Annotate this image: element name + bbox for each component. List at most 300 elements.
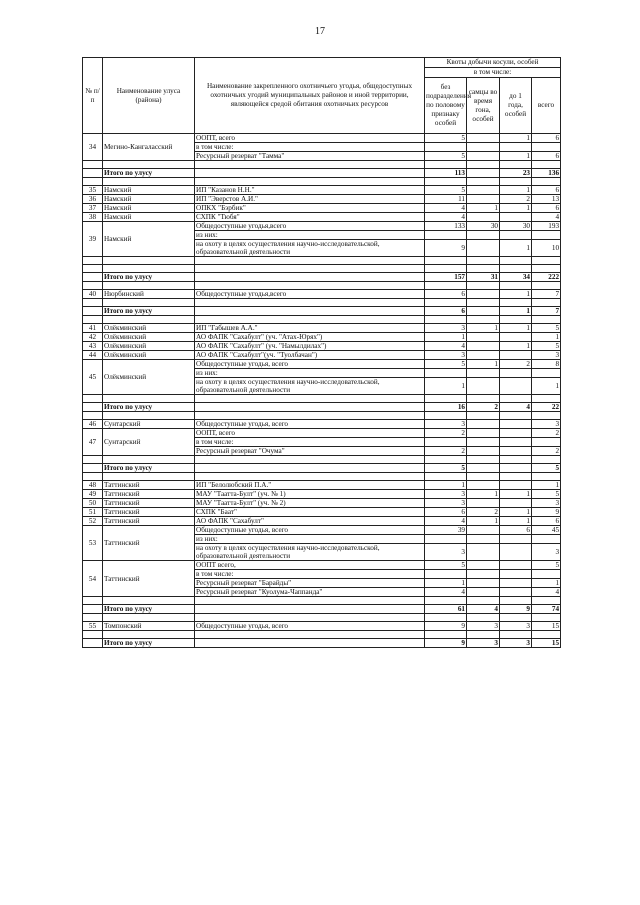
table-cell: 39: [425, 526, 467, 535]
table-cell: 41: [83, 324, 103, 333]
table-cell: 4: [500, 403, 532, 412]
table-row: [83, 517, 561, 526]
table-cell: МАУ "Таатта-Булт" (уч. № 1): [195, 490, 425, 499]
table-row: [83, 420, 561, 429]
table-cell: [500, 378, 532, 395]
table-cell: СХПК "Баат": [195, 508, 425, 517]
table-cell: 3: [532, 351, 561, 360]
table-cell: [103, 597, 195, 605]
table-cell: [500, 570, 532, 579]
table-cell: [195, 473, 425, 481]
table-cell: [103, 395, 195, 403]
table-cell: [467, 290, 500, 299]
table-cell: 6: [500, 526, 532, 535]
table-cell: 2: [532, 429, 561, 438]
table-cell: [500, 299, 532, 307]
table-cell: 16: [425, 403, 467, 412]
table-cell: 5: [532, 464, 561, 473]
total-row: [83, 273, 561, 282]
table-cell: [195, 169, 425, 178]
header-ground: Наименование закрепленного охотничьего угодья, общедоступных охотничьих угодий муниципальных районов и иной территории, являющейся средой обитания охотничьих ресурсов: [195, 58, 425, 134]
table-cell: [425, 257, 467, 265]
table-cell: ИП "Казанов Н.Н.": [195, 186, 425, 195]
table-cell: [103, 299, 195, 307]
table-cell: Общедоступные угодья, всего: [195, 420, 425, 429]
table-cell: [532, 316, 561, 324]
table-cell: [532, 178, 561, 186]
table-cell: 1: [467, 204, 500, 213]
table-cell: [425, 231, 467, 240]
table-cell: на охоту в целях осуществления научно-исследовательской, образовательной деятельности: [195, 544, 425, 561]
table-cell: 1: [500, 307, 532, 316]
table-cell: 15: [532, 622, 561, 631]
table-cell: [500, 597, 532, 605]
table-cell: 6: [425, 307, 467, 316]
table-cell: [467, 614, 500, 622]
table-cell: 1: [500, 186, 532, 195]
table-cell: [195, 316, 425, 324]
table-cell: [532, 265, 561, 273]
table-cell: Намский: [103, 213, 195, 222]
table-cell: Таттинский: [103, 481, 195, 490]
table-cell: [500, 282, 532, 290]
table-cell: [467, 282, 500, 290]
table-cell: [425, 299, 467, 307]
table-cell: [83, 597, 103, 605]
table-cell: [425, 282, 467, 290]
table-cell: 1: [425, 579, 467, 588]
table-cell: 4: [467, 605, 500, 614]
table-cell: [532, 438, 561, 447]
table-cell: 222: [532, 273, 561, 282]
table-cell: [532, 597, 561, 605]
table-row: [83, 481, 561, 490]
header-quota: Квоты добычи косули, особей: [425, 58, 561, 68]
table-cell: ИП "Белолюбский П.А.": [195, 481, 425, 490]
table-cell: [195, 412, 425, 420]
table-cell: 3: [532, 499, 561, 508]
table-cell: Общедоступные угодья, всего: [195, 526, 425, 535]
table-cell: 8: [532, 360, 561, 369]
table-cell: Итого по улусу: [103, 307, 195, 316]
table-cell: на охоту в целях осуществления научно-исследовательской, образовательной деятельности: [195, 240, 425, 257]
table-cell: [103, 316, 195, 324]
table-cell: Олёкминский: [103, 351, 195, 360]
table-cell: Олёкминский: [103, 360, 195, 395]
table-cell: Итого по улусу: [103, 273, 195, 282]
table-cell: 3: [425, 420, 467, 429]
table-cell: [500, 473, 532, 481]
table-cell: 30: [467, 222, 500, 231]
table-cell: [467, 143, 500, 152]
table-cell: [532, 631, 561, 639]
table-cell: [195, 395, 425, 403]
table-cell: [467, 240, 500, 257]
table-cell: 7: [532, 290, 561, 299]
table-cell: [532, 395, 561, 403]
table-cell: [467, 257, 500, 265]
table-cell: [500, 561, 532, 570]
table-cell: 3: [467, 639, 500, 648]
table-row: [83, 631, 561, 639]
table-cell: 5: [532, 342, 561, 351]
table-cell: 6: [532, 204, 561, 213]
table-cell: 1: [467, 360, 500, 369]
table-cell: [103, 282, 195, 290]
table-cell: [103, 265, 195, 273]
table-cell: 157: [425, 273, 467, 282]
table-row: [83, 178, 561, 186]
table-row: [83, 299, 561, 307]
table-row: [83, 473, 561, 481]
table-cell: [500, 316, 532, 324]
table-cell: [425, 316, 467, 324]
table-cell: [500, 143, 532, 152]
table-cell: [467, 535, 500, 544]
table-cell: 6: [532, 152, 561, 161]
table-row: [83, 622, 561, 631]
table-cell: [500, 412, 532, 420]
table-cell: 3: [425, 351, 467, 360]
table-cell: [103, 456, 195, 464]
table-cell: 1: [532, 333, 561, 342]
table-cell: 1: [500, 324, 532, 333]
table-cell: 55: [83, 622, 103, 631]
table-cell: [467, 333, 500, 342]
table-row: [83, 161, 561, 169]
table-cell: 10: [532, 240, 561, 257]
table-cell: [532, 282, 561, 290]
total-row: [83, 307, 561, 316]
table-cell: 34: [83, 134, 103, 161]
table-cell: Таттинский: [103, 508, 195, 517]
table-cell: [195, 257, 425, 265]
table-row: [83, 134, 561, 143]
table-row: [83, 614, 561, 622]
page-number: 17: [315, 26, 325, 37]
table-cell: Общедоступные угодья, всего: [195, 622, 425, 631]
table-cell: 37: [83, 204, 103, 213]
table-cell: Намский: [103, 204, 195, 213]
table-cell: Таттинский: [103, 526, 195, 561]
table-cell: 39: [83, 222, 103, 257]
table-cell: [195, 282, 425, 290]
table-cell: [532, 299, 561, 307]
table-cell: Итого по улусу: [103, 464, 195, 473]
table-cell: 42: [83, 333, 103, 342]
table-cell: [467, 447, 500, 456]
table-cell: [103, 178, 195, 186]
table-cell: 74: [532, 605, 561, 614]
table-cell: [195, 456, 425, 464]
table-cell: [467, 579, 500, 588]
table-cell: 38: [83, 213, 103, 222]
table-cell: 46: [83, 420, 103, 429]
table-cell: Общедоступные угодья,всего: [195, 222, 425, 231]
total-row: [83, 464, 561, 473]
table-cell: 3: [500, 639, 532, 648]
table-cell: [467, 420, 500, 429]
table-cell: [195, 597, 425, 605]
table-cell: 136: [532, 169, 561, 178]
table-cell: [83, 464, 103, 473]
table-cell: 9: [425, 622, 467, 631]
table-cell: [500, 265, 532, 273]
table-cell: 35: [83, 186, 103, 195]
table-cell: [103, 631, 195, 639]
table-row: [83, 265, 561, 273]
table-cell: [467, 526, 500, 535]
table-cell: 1: [425, 481, 467, 490]
table-cell: [467, 588, 500, 597]
table-cell: [83, 316, 103, 324]
table-cell: [500, 333, 532, 342]
table-cell: из них:: [195, 535, 425, 544]
table-cell: [467, 213, 500, 222]
header-num: № п/п: [83, 58, 103, 134]
table-cell: Итого по улусу: [103, 605, 195, 614]
table-cell: 13: [532, 195, 561, 204]
table-cell: Намский: [103, 186, 195, 195]
table-cell: Олёкминский: [103, 324, 195, 333]
table-cell: 6: [425, 290, 467, 299]
table-cell: 3: [532, 544, 561, 561]
table-cell: [103, 257, 195, 265]
table-cell: [500, 614, 532, 622]
table-cell: [83, 456, 103, 464]
total-row: [83, 403, 561, 412]
table-cell: 5: [425, 360, 467, 369]
table-row: [83, 213, 561, 222]
table-cell: 1: [500, 152, 532, 161]
table-cell: [83, 631, 103, 639]
table-row: [83, 490, 561, 499]
table-cell: Таттинский: [103, 561, 195, 597]
table-cell: 1: [467, 324, 500, 333]
table-cell: [103, 161, 195, 169]
table-cell: [467, 544, 500, 561]
table-cell: 5: [425, 464, 467, 473]
table-cell: [532, 257, 561, 265]
table-cell: [500, 257, 532, 265]
table-cell: Ресурсный резерват "Очума": [195, 447, 425, 456]
table-row: [83, 429, 561, 438]
header-col-total: всего: [532, 78, 561, 134]
table-cell: ООПТ всего,: [195, 561, 425, 570]
table-cell: [83, 473, 103, 481]
table-cell: 5: [425, 134, 467, 143]
table-cell: АО ФАПК "Сахабулт" (уч. "Намылдилах"): [195, 342, 425, 351]
table-cell: 1: [532, 481, 561, 490]
table-cell: [500, 588, 532, 597]
table-row: [83, 342, 561, 351]
table-cell: [467, 152, 500, 161]
table-cell: ОПКХ "Бэрбик": [195, 204, 425, 213]
table-cell: 4: [425, 342, 467, 351]
table-cell: 4: [532, 588, 561, 597]
table-cell: [83, 605, 103, 614]
table-cell: 6: [532, 517, 561, 526]
table-cell: Итого по улусу: [103, 639, 195, 648]
table-cell: [195, 273, 425, 282]
table-cell: 4: [425, 517, 467, 526]
table-cell: [83, 265, 103, 273]
table-cell: 113: [425, 169, 467, 178]
table-cell: [532, 535, 561, 544]
table-row: [83, 561, 561, 570]
table-row: [83, 222, 561, 231]
table-cell: Ресурсный резерват "Барайды": [195, 579, 425, 588]
table-row: [83, 456, 561, 464]
table-cell: [195, 631, 425, 639]
table-cell: [467, 473, 500, 481]
table-cell: 2: [467, 508, 500, 517]
table-cell: 1: [500, 490, 532, 499]
table-cell: [467, 597, 500, 605]
table-cell: 7: [532, 307, 561, 316]
table-row: [83, 360, 561, 369]
table-row: [83, 412, 561, 420]
table-cell: 1: [532, 579, 561, 588]
table-cell: 5: [425, 152, 467, 161]
table-cell: Таттинский: [103, 490, 195, 499]
table-cell: 15: [532, 639, 561, 648]
table-cell: 45: [532, 526, 561, 535]
table-cell: 133: [425, 222, 467, 231]
table-cell: 4: [425, 588, 467, 597]
table-cell: 61: [425, 605, 467, 614]
table-cell: 9: [425, 639, 467, 648]
table-cell: [467, 316, 500, 324]
table-cell: Ресурсный резерват "Тамма": [195, 152, 425, 161]
table-cell: 2: [532, 447, 561, 456]
table-cell: [500, 535, 532, 544]
table-cell: 5: [532, 490, 561, 499]
table-cell: [467, 265, 500, 273]
table-cell: Нюрбинский: [103, 290, 195, 299]
table-cell: 3: [425, 324, 467, 333]
table-cell: 49: [83, 490, 103, 499]
table-cell: [532, 456, 561, 464]
table-cell: СХПК "Тюбя": [195, 213, 425, 222]
table-cell: 3: [425, 544, 467, 561]
table-cell: 5: [425, 561, 467, 570]
table-row: [83, 499, 561, 508]
table-row: [83, 333, 561, 342]
table-row: [83, 508, 561, 517]
table-row: [83, 257, 561, 265]
table-cell: [83, 299, 103, 307]
table-cell: [195, 464, 425, 473]
table-cell: [425, 438, 467, 447]
table-cell: 2: [467, 403, 500, 412]
table-cell: [425, 412, 467, 420]
table-cell: 1: [425, 333, 467, 342]
table-cell: 6: [425, 508, 467, 517]
table-cell: Таттинский: [103, 499, 195, 508]
table-cell: [83, 273, 103, 282]
table-row: [83, 597, 561, 605]
table-cell: 3: [425, 490, 467, 499]
table-cell: [467, 631, 500, 639]
table-cell: [83, 282, 103, 290]
header-col-males: самцы во время гона, особей: [467, 78, 500, 134]
table-cell: [425, 395, 467, 403]
table-cell: 2: [500, 195, 532, 204]
header-ulus: Наименование улуса (района): [103, 58, 195, 134]
table-cell: [195, 178, 425, 186]
table-cell: [195, 307, 425, 316]
table-cell: Ресурсный резерват "Куолума-Чаппанда": [195, 588, 425, 597]
table-cell: 4: [532, 213, 561, 222]
table-cell: [500, 464, 532, 473]
table-cell: [500, 481, 532, 490]
table-row: [83, 195, 561, 204]
table-cell: [467, 561, 500, 570]
table-cell: [425, 369, 467, 378]
table-cell: 9: [532, 508, 561, 517]
table-cell: 3: [425, 499, 467, 508]
table-cell: [425, 614, 467, 622]
table-cell: [83, 614, 103, 622]
table-cell: 5: [532, 561, 561, 570]
table-cell: 50: [83, 499, 103, 508]
table-cell: [195, 161, 425, 169]
table-row: [83, 290, 561, 299]
table-cell: [532, 161, 561, 169]
table-cell: 1: [532, 378, 561, 395]
table-cell: 5: [532, 324, 561, 333]
table-row: [83, 395, 561, 403]
table-cell: [500, 499, 532, 508]
table-row: [83, 282, 561, 290]
table-cell: 2: [500, 360, 532, 369]
table-cell: 193: [532, 222, 561, 231]
table-cell: [83, 307, 103, 316]
table-cell: 3: [467, 622, 500, 631]
table-cell: [83, 169, 103, 178]
table-cell: [532, 369, 561, 378]
table-cell: [467, 412, 500, 420]
table-cell: 51: [83, 508, 103, 517]
table-cell: 9: [500, 605, 532, 614]
table-cell: [500, 351, 532, 360]
quota-table: [82, 57, 561, 648]
table-cell: 1: [500, 508, 532, 517]
table-cell: Олёкминский: [103, 342, 195, 351]
table-cell: [500, 631, 532, 639]
table-cell: [83, 395, 103, 403]
table-cell: 3: [500, 622, 532, 631]
table-row: [83, 526, 561, 535]
table-cell: [532, 143, 561, 152]
table-cell: 45: [83, 360, 103, 395]
table-cell: [467, 299, 500, 307]
table-cell: 1: [500, 134, 532, 143]
table-cell: [532, 614, 561, 622]
table-cell: 1: [467, 517, 500, 526]
table-cell: [467, 178, 500, 186]
table-cell: 3: [532, 420, 561, 429]
table-cell: [500, 231, 532, 240]
table-cell: [467, 195, 500, 204]
table-cell: 2: [425, 447, 467, 456]
table-cell: [425, 473, 467, 481]
header-incl: в том числе:: [425, 68, 561, 78]
table-cell: 4: [425, 204, 467, 213]
table-cell: [532, 570, 561, 579]
table-cell: [83, 403, 103, 412]
